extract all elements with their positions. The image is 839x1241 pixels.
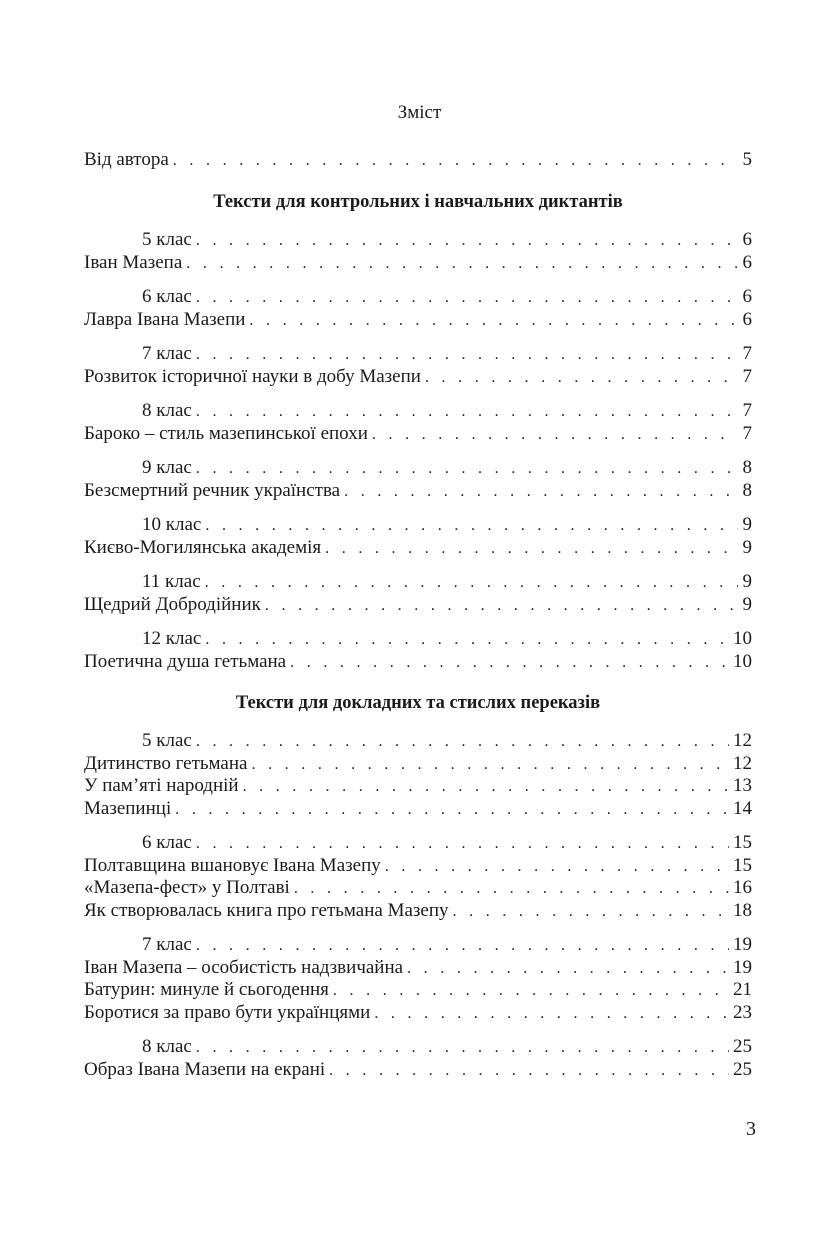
toc-entry-page: 18 — [733, 900, 752, 921]
toc-entry-label: 10 клас — [142, 514, 202, 535]
toc-entry-label: Іван Мазепа — [84, 252, 183, 273]
toc-entry — [84, 536, 752, 560]
toc-entry-label: 7 клас — [142, 343, 192, 364]
toc-entry — [84, 308, 752, 332]
dot-leader — [374, 1002, 729, 1026]
toc-entry-page: 9 — [742, 571, 752, 592]
toc-entry-page: 21 — [733, 979, 752, 1000]
toc-grade-row — [142, 831, 752, 855]
toc-entry-label: 9 клас — [142, 457, 192, 478]
toc-entry-page: 14 — [733, 798, 752, 819]
toc-entry-label: 6 клас — [142, 832, 192, 853]
toc-grade-row — [142, 285, 752, 309]
toc-entry-label: 11 клас — [142, 571, 201, 592]
dot-leader — [325, 537, 738, 561]
toc-entry-page: 9 — [742, 514, 752, 535]
dot-leader — [290, 651, 729, 675]
toc-entry-label: 5 клас — [142, 730, 192, 751]
dot-leader — [205, 514, 738, 538]
toc-grade-row — [142, 399, 752, 423]
dot-leader — [294, 877, 729, 901]
toc-entry-page: 8 — [742, 457, 752, 478]
toc-entry-label: Дитинство гетьмана — [84, 753, 248, 774]
page-number: 3 — [746, 1118, 756, 1140]
toc-entry-page: 6 — [742, 229, 752, 250]
toc-entry-page: 13 — [733, 775, 752, 796]
toc-entry-intro — [84, 148, 752, 172]
toc-entry-page: 19 — [733, 934, 752, 955]
toc-entry-page: 25 — [733, 1036, 752, 1057]
dot-leader — [196, 934, 729, 958]
toc-entry — [84, 365, 752, 389]
dot-leader — [196, 286, 738, 310]
toc-entry-page: 9 — [742, 537, 752, 558]
dot-leader — [329, 1059, 729, 1083]
toc-entry — [84, 956, 752, 980]
toc-entry — [84, 1058, 752, 1082]
dot-leader — [344, 480, 738, 504]
toc-entry-label: Як створювалась книга про гетьмана Мазепу — [84, 900, 449, 921]
toc-entry-page: 7 — [742, 343, 752, 364]
toc-entry — [84, 479, 752, 503]
dot-leader — [243, 775, 729, 799]
dot-leader — [425, 366, 738, 390]
toc-entry-label: «Мазепа-фест» у Полтаві — [84, 877, 290, 898]
dot-leader — [333, 979, 729, 1003]
toc-entry-label: Києво-Могилянська академія — [84, 537, 322, 558]
toc-grade-row — [142, 933, 752, 957]
toc-entry-page: 6 — [742, 286, 752, 307]
dot-leader — [196, 730, 729, 754]
toc-grade-row — [142, 1035, 752, 1059]
toc-entry-label: Полтавщина вшановує Івана Мазепу — [84, 855, 381, 876]
dot-leader — [196, 832, 729, 856]
dot-leader — [372, 423, 738, 447]
dot-leader — [196, 229, 738, 253]
toc-entry-page: 16 — [733, 877, 752, 898]
section-heading-dictations: Тексти для контрольних і навчальних диктантів — [213, 192, 623, 212]
toc-grade-row — [142, 513, 752, 537]
toc-entry-page: 6 — [742, 252, 752, 273]
toc-entry-label: Від автора — [84, 149, 169, 170]
toc-title: Зміст — [397, 102, 442, 123]
toc-entry-page: 12 — [733, 730, 752, 751]
toc-entry-label: 12 клас — [142, 628, 202, 649]
toc-entry — [84, 752, 752, 776]
toc-grade-row — [142, 342, 752, 366]
toc-grade-row — [142, 729, 752, 753]
dot-leader — [196, 1036, 729, 1060]
toc-entry — [84, 251, 752, 275]
toc-grade-row — [142, 456, 752, 480]
toc-entry-page: 7 — [742, 400, 752, 421]
toc-entry-page: 5 — [742, 149, 752, 170]
toc-entry — [84, 593, 752, 617]
toc-entry-label: Лавра Івана Мазепи — [84, 309, 246, 330]
toc-entry — [84, 797, 752, 821]
toc-grade-row — [142, 627, 752, 651]
toc-entry — [84, 978, 752, 1002]
toc-entry-page: 7 — [742, 423, 752, 444]
dot-leader — [175, 798, 729, 822]
toc-entry — [84, 1001, 752, 1025]
toc-entry-label: 6 клас — [142, 286, 192, 307]
toc-entry-label: Бароко – стиль мазепинської епохи — [84, 423, 368, 444]
dot-leader — [205, 628, 729, 652]
toc-entry — [84, 876, 752, 900]
toc-grade-row — [142, 228, 752, 252]
section-heading-retellings: Тексти для докладних та стислих переказів — [235, 693, 601, 713]
toc-entry — [84, 854, 752, 878]
toc-entry-label: Образ Івана Мазепи на екрані — [84, 1059, 326, 1080]
toc-entry-label: У пам’яті народній — [84, 775, 239, 796]
toc-entry-label: Щедрий Добродійник — [84, 594, 261, 615]
toc-entry-page: 15 — [733, 832, 752, 853]
toc-entry-label: Іван Мазепа – особистість надзвичайна — [84, 957, 404, 978]
toc-entry-page: 12 — [733, 753, 752, 774]
dot-leader — [205, 571, 738, 595]
toc-entry-page: 7 — [742, 366, 752, 387]
toc-entry-label: 5 клас — [142, 229, 192, 250]
toc-entry-label: Безсмертний речник українства — [84, 480, 341, 501]
dot-leader — [249, 309, 738, 333]
toc-entry — [84, 422, 752, 446]
toc-entry-label: 8 клас — [142, 400, 192, 421]
toc-entry-page: 10 — [733, 628, 752, 649]
dot-leader — [453, 900, 729, 924]
toc-entry — [84, 650, 752, 674]
dot-leader — [196, 457, 738, 481]
toc-entry-label: Мазепинці — [84, 798, 172, 819]
toc-entry — [84, 774, 752, 798]
dot-leader — [186, 252, 738, 276]
toc-entry-page: 15 — [733, 855, 752, 876]
toc-entry-page: 19 — [733, 957, 752, 978]
toc-entry-page: 23 — [733, 1002, 752, 1023]
toc-entry-label: Батурин: минуле й сьогодення — [84, 979, 329, 1000]
toc-entry-page: 10 — [733, 651, 752, 672]
toc-entry-label: 8 клас — [142, 1036, 192, 1057]
toc-entry-label: Розвиток історичної науки в добу Мазепи — [84, 366, 421, 387]
dot-leader — [196, 400, 738, 424]
toc-entry — [84, 899, 752, 923]
toc-entry-page: 25 — [733, 1059, 752, 1080]
toc-entry-page: 9 — [742, 594, 752, 615]
dot-leader — [196, 343, 738, 367]
toc-entry-label: Боротися за право бути українцями — [84, 1002, 371, 1023]
dot-leader — [173, 149, 738, 173]
toc-grade-row — [142, 570, 752, 594]
toc-entry-page: 6 — [742, 309, 752, 330]
toc-entry-label: Поетична душа гетьмана — [84, 651, 287, 672]
toc-entry-page: 8 — [742, 480, 752, 501]
dot-leader — [265, 594, 738, 618]
toc-entry-label: 7 клас — [142, 934, 192, 955]
